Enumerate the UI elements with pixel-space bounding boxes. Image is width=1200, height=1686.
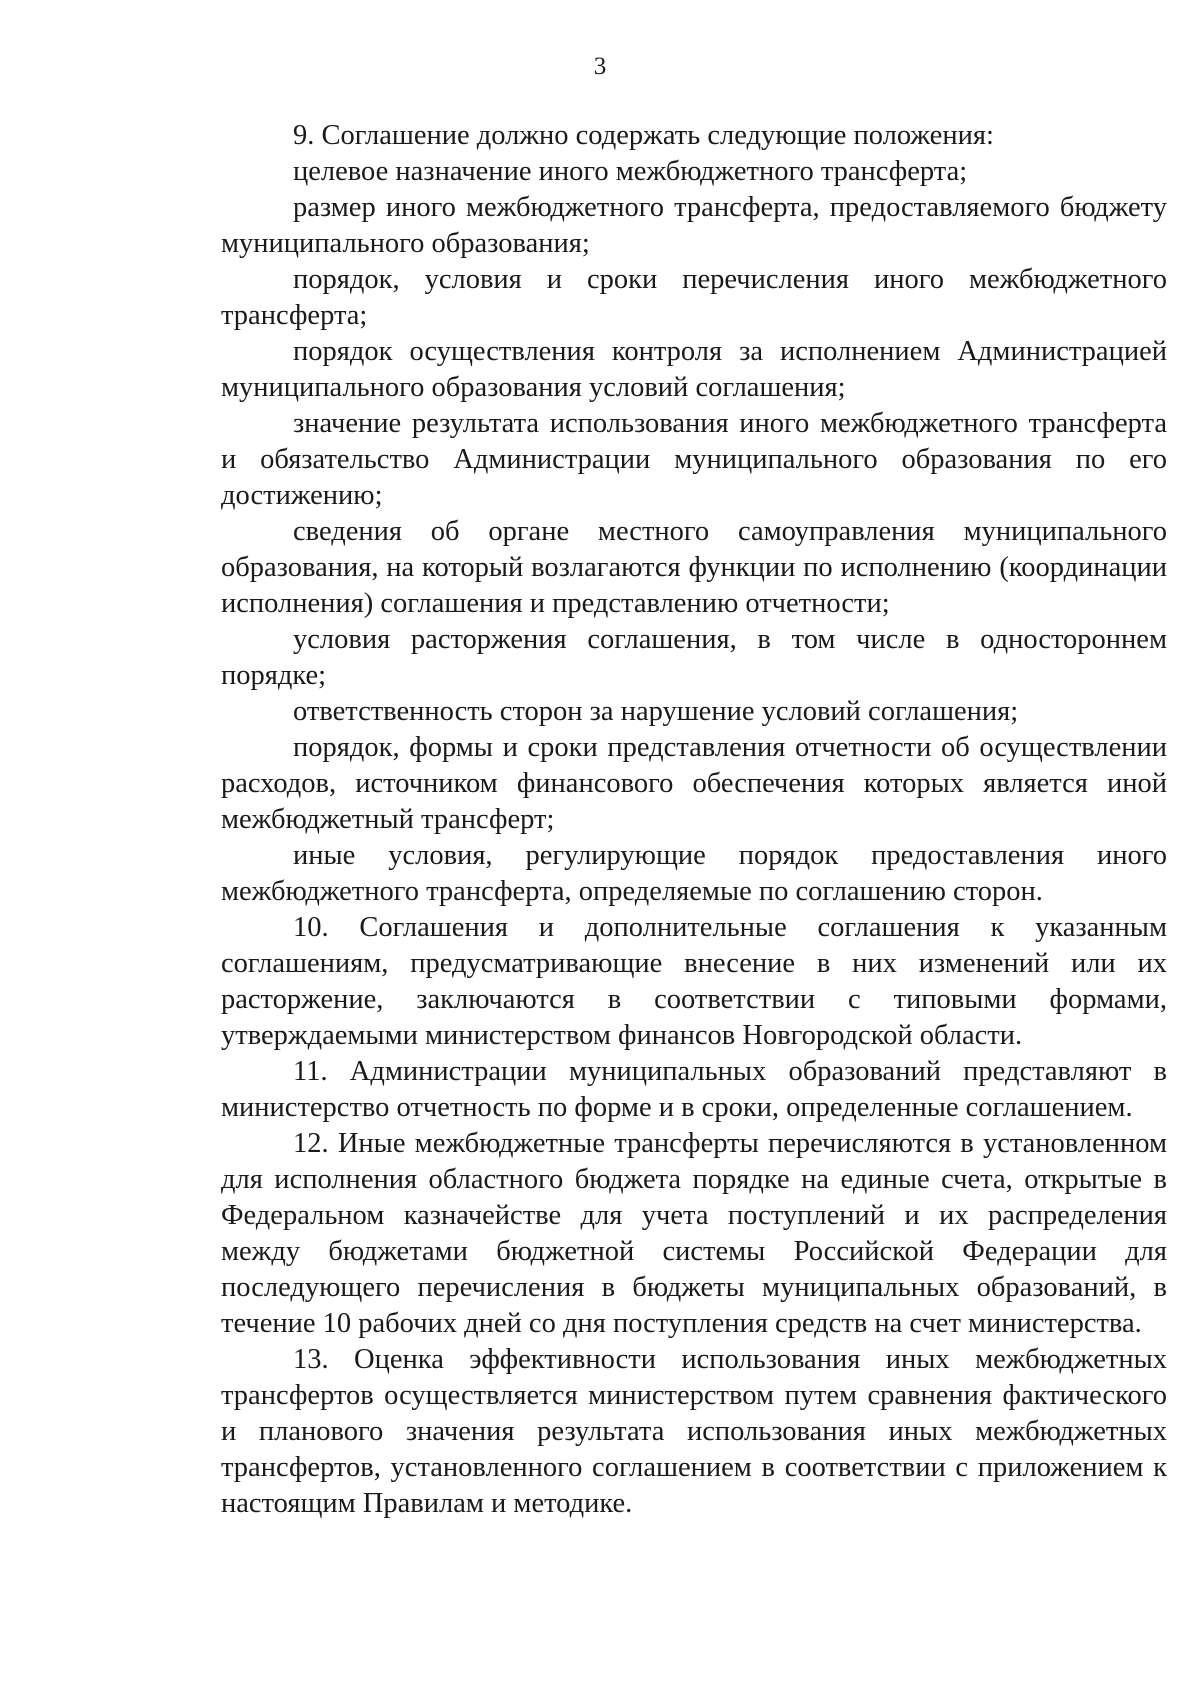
paragraph-transfer-procedure: порядок, условия и сроки перечисления иного межбюджетного трансферта; — [221, 264, 1167, 331]
document-body — [221, 118, 1167, 1522]
paragraph-termination-conditions: условия расторжения соглашения, в том числе в одностороннем порядке; — [221, 624, 1167, 691]
paragraph-reporting-procedure: порядок, формы и сроки представления отчетности об осуществлении расходов, источником финансового обеспечения которых является иной межбюджетный трансферт; — [221, 732, 1167, 835]
paragraph-item-11: 11. Администрации муниципальных образований представляют в министерство отчетность по форме и в сроки, определенные соглашением. — [221, 1056, 1167, 1123]
paragraph-local-authority: сведения об органе местного самоуправления муниципального образования, на который возлагаются функции по исполнению (координации исполнения) соглашения и представлению отчетности; — [221, 516, 1167, 619]
paragraph-item-12: 12. Иные межбюджетные трансферты перечисляются в установленном для исполнения областного бюджета порядке на единые счета, открытые в Федеральном казначействе для учета поступлений и их распределения между бюджетами бюджетной системы Российской Федерации для последующего перечисления в бюджеты муниципальных образований, в течение 10 рабочих дней со дня поступления средств на счет министерства. — [221, 1128, 1167, 1339]
paragraph-target-purpose: целевое назначение иного межбюджетного трансферта; — [293, 156, 968, 187]
paragraph-transfer-amount: размер иного межбюджетного трансферта, предоставляемого бюджету муниципального образования; — [221, 192, 1167, 259]
page-number: 3 — [593, 53, 607, 80]
paragraph-control-procedure: порядок осуществления контроля за исполнением Администрацией муниципального образования условий соглашения; — [221, 336, 1167, 403]
paragraph-item-10: 10. Соглашения и дополнительные соглашения к указанным соглашениям, предусматривающие внесение в них изменений или их расторжение, заключаются в соответствии с типовыми формами, утверждаемыми министерством финансов Новгородской области. — [221, 912, 1167, 1051]
paragraph-result-value: значение результата использования иного межбюджетного трансферта и обязательство Администрации муниципального образования по его достижению; — [221, 408, 1167, 511]
paragraph-responsibility: ответственность сторон за нарушение условий соглашения; — [293, 696, 1019, 727]
paragraph-item-9-heading: 9. Соглашение должно содержать следующие положения: — [293, 120, 994, 151]
paragraph-item-13: 13. Оценка эффективности использования иных межбюджетных трансфертов осуществляется министерством путем сравнения фактического и планового значения результата использования иных межбюджетных трансфертов, установленного соглашением в соответствии с приложением к настоящим Правилам и методике. — [221, 1344, 1167, 1519]
paragraph-other-conditions: иные условия, регулирующие порядок предоставления иного межбюджетного трансферта, определяемые по соглашению сторон. — [221, 840, 1167, 907]
